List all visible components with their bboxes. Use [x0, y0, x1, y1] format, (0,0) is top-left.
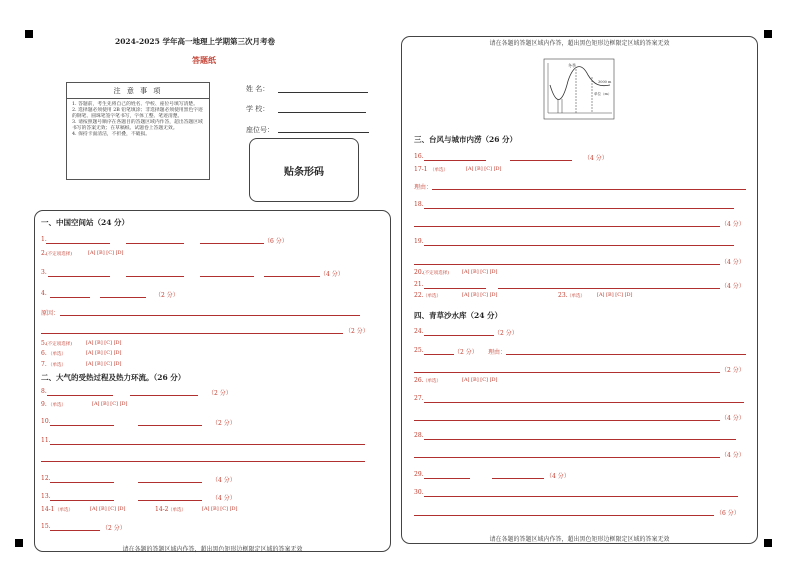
- notice-item: 1. 答题前，考生先将自己的姓名、学校、座位号填写清楚。: [72, 102, 199, 107]
- q14-2-choices[interactable]: [A] [B] [C] [D]: [202, 506, 238, 512]
- q10-label: 10.: [41, 418, 51, 425]
- q27-score: （4 分）: [721, 415, 745, 422]
- school-field[interactable]: [278, 112, 366, 113]
- q21-line-a[interactable]: [424, 288, 486, 289]
- q3-line-a[interactable]: [48, 276, 110, 277]
- q7-note: （单选）: [48, 363, 66, 368]
- q3-line-d[interactable]: [264, 276, 320, 277]
- q25-reason-line-1[interactable]: [506, 354, 746, 355]
- q3-label: 3.: [41, 269, 47, 276]
- q22-note: （单选）: [423, 294, 441, 299]
- registration-mark-bottom-left: [15, 539, 23, 547]
- q20-label: 20.: [414, 269, 424, 276]
- q17-1-choices[interactable]: [A] [B] [C] [D]: [466, 166, 502, 172]
- q29-label: 29.: [414, 471, 424, 478]
- q9-choices[interactable]: [A] [B] [C] [D]: [92, 401, 128, 407]
- q3-line-c[interactable]: [200, 276, 254, 277]
- name-field[interactable]: [278, 92, 368, 93]
- section-3-title: 三、台风与城市内涝（26 分）: [414, 135, 518, 144]
- q9-note: （单选）: [48, 403, 66, 408]
- school-label: 学 校：: [246, 105, 270, 113]
- q17-reason-label: 理由：: [414, 184, 433, 191]
- q17-1-label: 17-1: [414, 166, 428, 173]
- q27-line-1[interactable]: [424, 402, 744, 403]
- q28-line-1[interactable]: [424, 439, 736, 440]
- q20-note: (不定项选择): [423, 271, 450, 276]
- q3-score: （4 分）: [320, 271, 344, 278]
- q13-line-a[interactable]: [50, 500, 114, 501]
- right-boundary-notice-bottom: 请在各题的答题区域内作答，超出黑色矩形边框限定区域的答案无效: [489, 536, 670, 543]
- q18-score: （4 分）: [721, 221, 745, 228]
- q8-line-b[interactable]: [130, 395, 198, 396]
- q25-reason-line-2[interactable]: [414, 372, 720, 373]
- q28-label: 28.: [414, 432, 424, 439]
- q12-score: （4 分）: [212, 477, 236, 484]
- q6-label: 6.: [41, 350, 47, 357]
- q14-1-choices[interactable]: [A] [B] [C] [D]: [90, 506, 126, 512]
- q4-label: 4.: [41, 290, 47, 297]
- reason-line-2[interactable]: [41, 333, 343, 334]
- q11-line-2[interactable]: [41, 461, 365, 462]
- q1-line-a[interactable]: [46, 243, 110, 244]
- q2-choices[interactable]: [A] [B] [C] [D]: [88, 250, 124, 256]
- q1-score: （6 分）: [264, 238, 288, 245]
- notice-items: [67, 99, 209, 141]
- q5-label: 5.: [41, 340, 47, 347]
- q30-label: 30.: [414, 489, 424, 496]
- q10-score: （2 分）: [212, 420, 236, 427]
- barcode-area: [249, 138, 359, 202]
- registration-mark-bottom-right: [764, 539, 772, 547]
- q18-label: 18.: [414, 201, 424, 208]
- section-4-title: 四、青草沙水库（24 分）: [414, 311, 503, 320]
- q2-label: 2.: [41, 250, 47, 257]
- q5-choices[interactable]: [A] [B] [C] [D]: [86, 340, 122, 346]
- name-label: 姓 名：: [246, 85, 270, 93]
- q8-label: 8.: [41, 388, 47, 395]
- section-1-title: 一、中国空间站（24 分）: [41, 218, 130, 227]
- q28-score: （4 分）: [721, 452, 745, 459]
- q1-line-c[interactable]: [200, 243, 264, 244]
- reason-score: （2 分）: [345, 328, 369, 335]
- q28-line-2[interactable]: [414, 457, 720, 458]
- q26-note: （单选）: [423, 379, 441, 384]
- q17-1-note: （单选）: [430, 168, 448, 173]
- diagram-label-right: 3000 m: [598, 80, 612, 84]
- q18-line-1[interactable]: [424, 208, 734, 209]
- q18-line-2[interactable]: [414, 226, 720, 227]
- q16-score: （4 分）: [584, 155, 608, 162]
- q19-line-2[interactable]: [414, 264, 720, 265]
- notice-box: [66, 82, 210, 180]
- q26-choices[interactable]: [A] [B] [C] [D]: [462, 377, 498, 383]
- q13-score: （4 分）: [212, 495, 236, 502]
- right-boundary-notice-top: 请在各题的答题区域内作答，超出黑色矩形边框限定区域的答案无效: [489, 40, 670, 47]
- notice-item: 2. 选择题必须使用 2B 铅笔填涂；非选择题必须使用黑色字迹的钢笔、圆珠笔签字笔书写，字体工整、笔迹清楚。: [72, 108, 203, 119]
- q3-line-b[interactable]: [126, 276, 184, 277]
- q22-choices[interactable]: [A] [B] [C] [D]: [462, 292, 498, 298]
- q27-label: 27.: [414, 395, 424, 402]
- barcode-label: 贴条形码: [284, 166, 324, 178]
- q17-reason-line[interactable]: [432, 189, 746, 190]
- q14-2-note: （单选）: [168, 508, 186, 513]
- q27-line-2[interactable]: [414, 420, 720, 421]
- page-subtitle: 答题纸: [192, 55, 216, 65]
- q4-line-b[interactable]: [100, 297, 146, 298]
- q6-choices[interactable]: [A] [B] [C] [D]: [86, 350, 122, 356]
- q7-label: 7.: [41, 361, 47, 368]
- q23-choices[interactable]: [A] [B] [C] [D]: [597, 292, 633, 298]
- q10-line-a[interactable]: [50, 425, 114, 426]
- q14-2-label: 14-2: [155, 506, 169, 513]
- q12-line-b[interactable]: [138, 482, 202, 483]
- page-title: 2024-2025 学年高一地理上学期第三次月考卷: [115, 37, 275, 46]
- q12-line-a[interactable]: [50, 482, 114, 483]
- q1-label: 1.: [41, 236, 47, 243]
- q11-line-1[interactable]: [50, 444, 365, 445]
- q1-line-b[interactable]: [126, 243, 184, 244]
- q30-score: （6 分）: [716, 510, 740, 517]
- q4-line-a[interactable]: [50, 297, 90, 298]
- q30-line-1[interactable]: [424, 496, 738, 497]
- q15-line[interactable]: [50, 530, 100, 531]
- q15-label: 15.: [41, 523, 51, 530]
- q6-note: （单选）: [48, 352, 66, 357]
- q13-label: 13.: [41, 493, 51, 500]
- q21-line-b[interactable]: [498, 288, 720, 289]
- q19-line-1[interactable]: [424, 245, 734, 246]
- seat-field[interactable]: [278, 132, 369, 133]
- q9-label: 9.: [41, 401, 47, 408]
- seat-label: 座位号：: [246, 126, 274, 134]
- q26-label: 26.: [414, 377, 424, 384]
- q12-label: 12.: [41, 475, 51, 482]
- registration-mark-top-right: [764, 30, 772, 38]
- q16-label: 16.: [414, 153, 424, 160]
- q29-line-b[interactable]: [492, 478, 544, 479]
- q11-label: 11.: [41, 437, 51, 444]
- notice-item: 4. 保持卡面清洁，不折叠，不破损。: [72, 132, 151, 137]
- q22-label: 22.: [414, 292, 424, 299]
- q19-label: 19.: [414, 238, 424, 245]
- diagram-label-top: 冬季: [568, 63, 576, 68]
- q25-score: （2 分）: [454, 349, 478, 356]
- left-boundary-notice: 请在各题的答题区域内作答，超出黑色矩形边框限定区域的答案无效: [122, 546, 303, 553]
- q2-note: (不定项选择): [46, 252, 73, 257]
- q24-score: （2 分）: [494, 330, 518, 337]
- q29-line-a[interactable]: [424, 478, 470, 479]
- registration-mark-top-left: [25, 30, 33, 38]
- q23-note: （单选）: [567, 294, 585, 299]
- q14-1-note: （单选）: [55, 508, 73, 513]
- q25-label: 25.: [414, 347, 424, 354]
- q8-line-a[interactable]: [47, 395, 113, 396]
- q7-choices[interactable]: [A] [B] [C] [D]: [86, 361, 122, 367]
- q20-choices[interactable]: [A] [B] [C] [D]: [462, 269, 498, 275]
- q10-line-b[interactable]: [138, 425, 202, 426]
- q30-line-2[interactable]: [414, 515, 714, 516]
- q21-score: （4 分）: [721, 283, 745, 290]
- q25-reason-score: （2 分）: [721, 367, 745, 374]
- q25-line-a[interactable]: [424, 354, 454, 355]
- q24-line[interactable]: [424, 335, 494, 336]
- q4-score: （2 分）: [155, 292, 179, 299]
- q8-score: （2 分）: [208, 390, 232, 397]
- q16-line-a[interactable]: [424, 160, 486, 161]
- q19-score: （4 分）: [721, 259, 745, 266]
- section-2-title: 二、大气的受热过程及热力环流。（26 分）: [41, 373, 186, 382]
- q29-score: （4 分）: [546, 473, 570, 480]
- q25-reason-label: 理由：: [488, 349, 507, 356]
- temperature-profile-diagram: [540, 55, 618, 123]
- q16-line-b[interactable]: [510, 160, 572, 161]
- q13-line-b[interactable]: [138, 500, 202, 501]
- notice-item: 3. 请按照题号顺序在各题目的答题区域内作答，超出答题区域书写的答案无效；在草稿纸、试题卷上答题无效。: [72, 120, 203, 131]
- reason-line-1[interactable]: [60, 315, 360, 316]
- q15-score: （2 分）: [102, 525, 126, 532]
- reason-label: 原因：: [41, 310, 60, 317]
- q14-1-label: 14-1: [41, 506, 55, 513]
- q24-label: 24.: [414, 328, 424, 335]
- q5-note: (不定项选择): [46, 342, 73, 347]
- q21-label: 21.: [414, 281, 424, 288]
- q23-label: 23.: [558, 292, 568, 299]
- notice-heading: 注 意 事 项: [113, 87, 163, 95]
- diagram-label-bottom-right: 单位（m）: [594, 92, 612, 96]
